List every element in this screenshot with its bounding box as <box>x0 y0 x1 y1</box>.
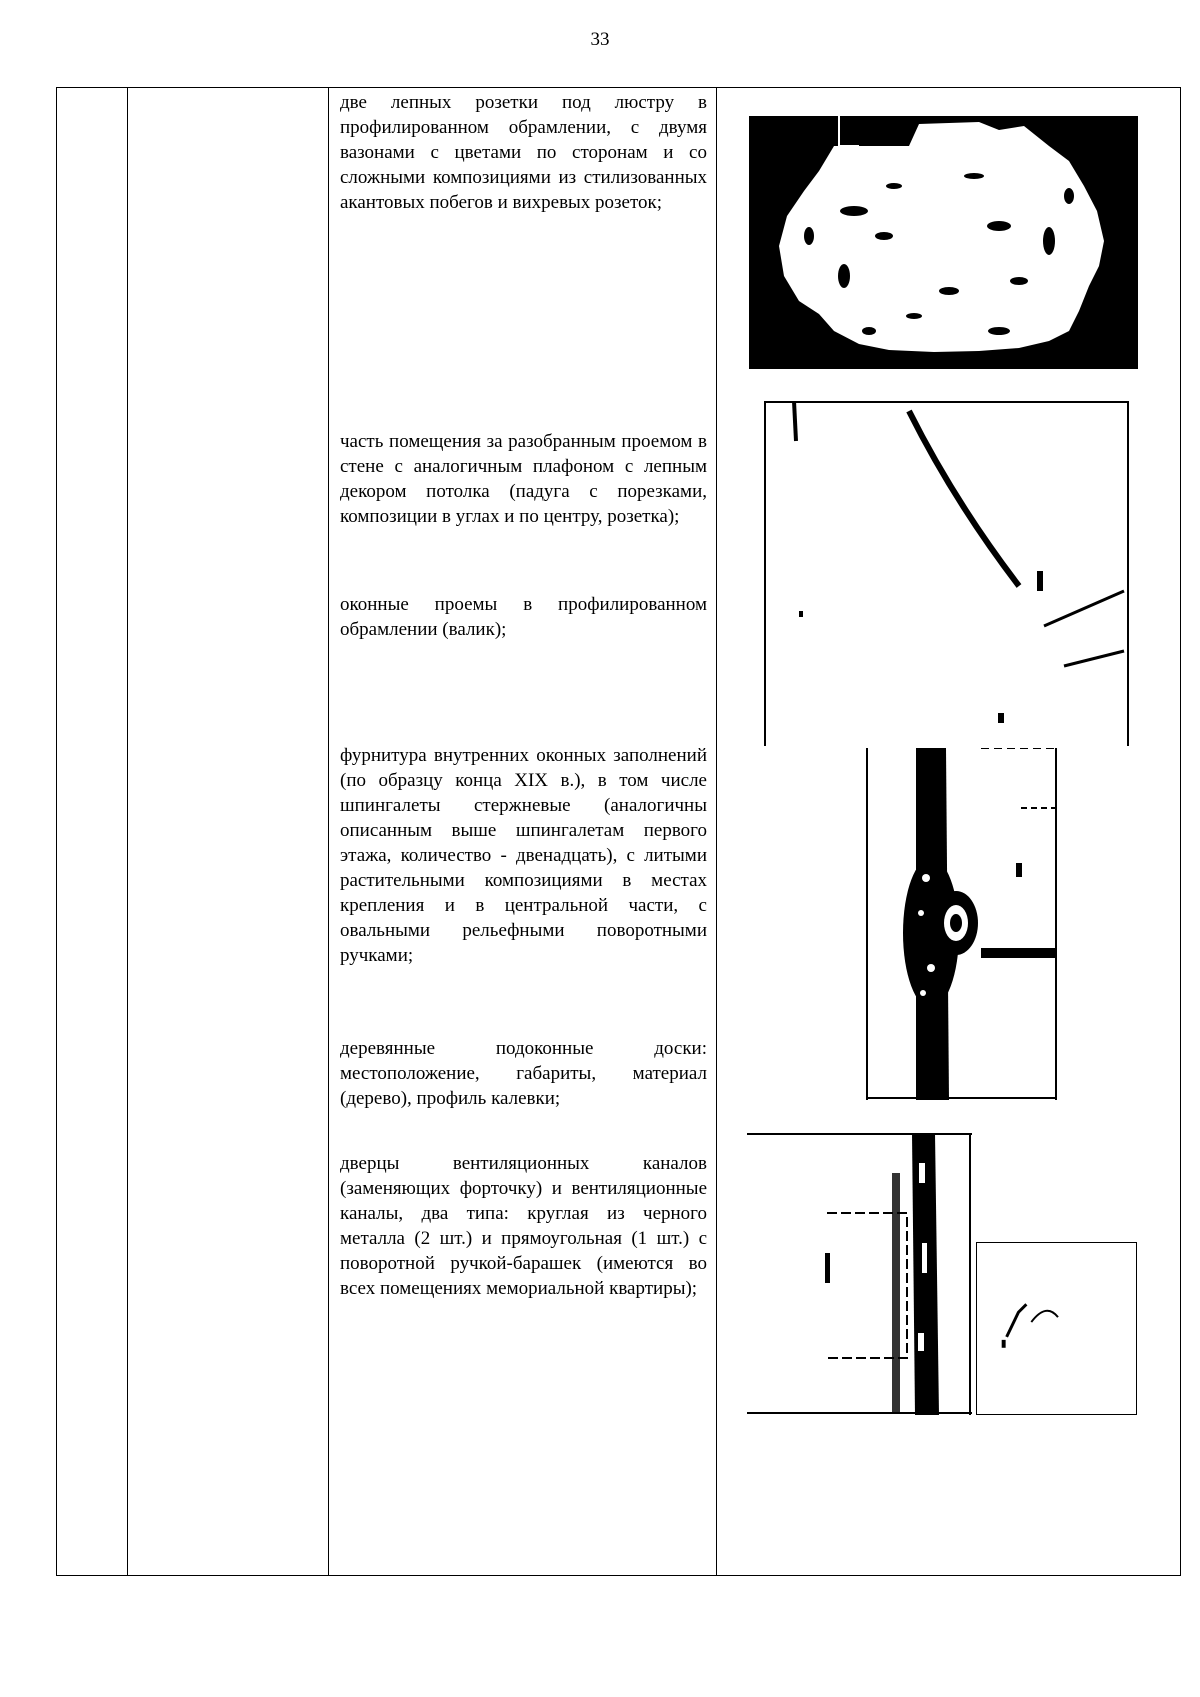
description-window-fittings <box>340 743 707 968</box>
description-text: оконные проемы в профилированном обрамлении (валик); <box>340 594 707 640</box>
photo-window-fittings <box>861 748 1058 1100</box>
photo-vent-handle <box>976 1242 1137 1415</box>
column-divider-2 <box>328 87 329 1576</box>
description-window-openings <box>340 592 707 642</box>
description-text: фурнитура внутренних оконных заполнений (по образцу конца XIX в.), в том числе шпингалеты стержневые (аналогичны описанным выше шпингалетам первого этажа, количество - двенадцать), с литыми растительными композициями в местах крепления и в центральной части, с овальными рельефными поворотными ручками; <box>340 745 707 966</box>
column-divider-3 <box>716 87 717 1576</box>
description-text: дверцы вентиляционных каналов (заменяющих форточку) и вентиляционные каналы, два типа: круглая из черного металла (2 шт.) и прямоугольная (1 шт.) с поворотной ручкой-барашек (имеются во всех помещениях мемориальной квартиры); <box>340 1153 707 1299</box>
description-rosettes <box>340 90 707 215</box>
column-divider-1 <box>127 87 128 1576</box>
page-number: 33 <box>590 29 610 50</box>
photo-ceiling-rosette <box>749 116 1138 369</box>
description-text: две лепных розетки под люстру в профилированном обрамлении, с двумя вазонами с цветами по сторонам и со сложными композициями из стилизованных акантовых побегов и вихревых розеток; <box>340 92 707 213</box>
photo-adjacent-room <box>764 401 1129 746</box>
description-text: деревянные подоконные доски: местоположение, габариты, материал (дерево), профиль калевки; <box>340 1038 707 1109</box>
description-text: часть помещения за разобранным проемом в стене с аналогичным плафоном с лепным декором потолка (падуга с порезками, композиции в углах и по центру, розетка); <box>340 431 707 527</box>
description-adjacent-room <box>340 429 707 529</box>
description-window-sills <box>340 1036 707 1111</box>
photo-vent-door <box>747 1133 972 1415</box>
description-vent-doors <box>340 1151 707 1301</box>
